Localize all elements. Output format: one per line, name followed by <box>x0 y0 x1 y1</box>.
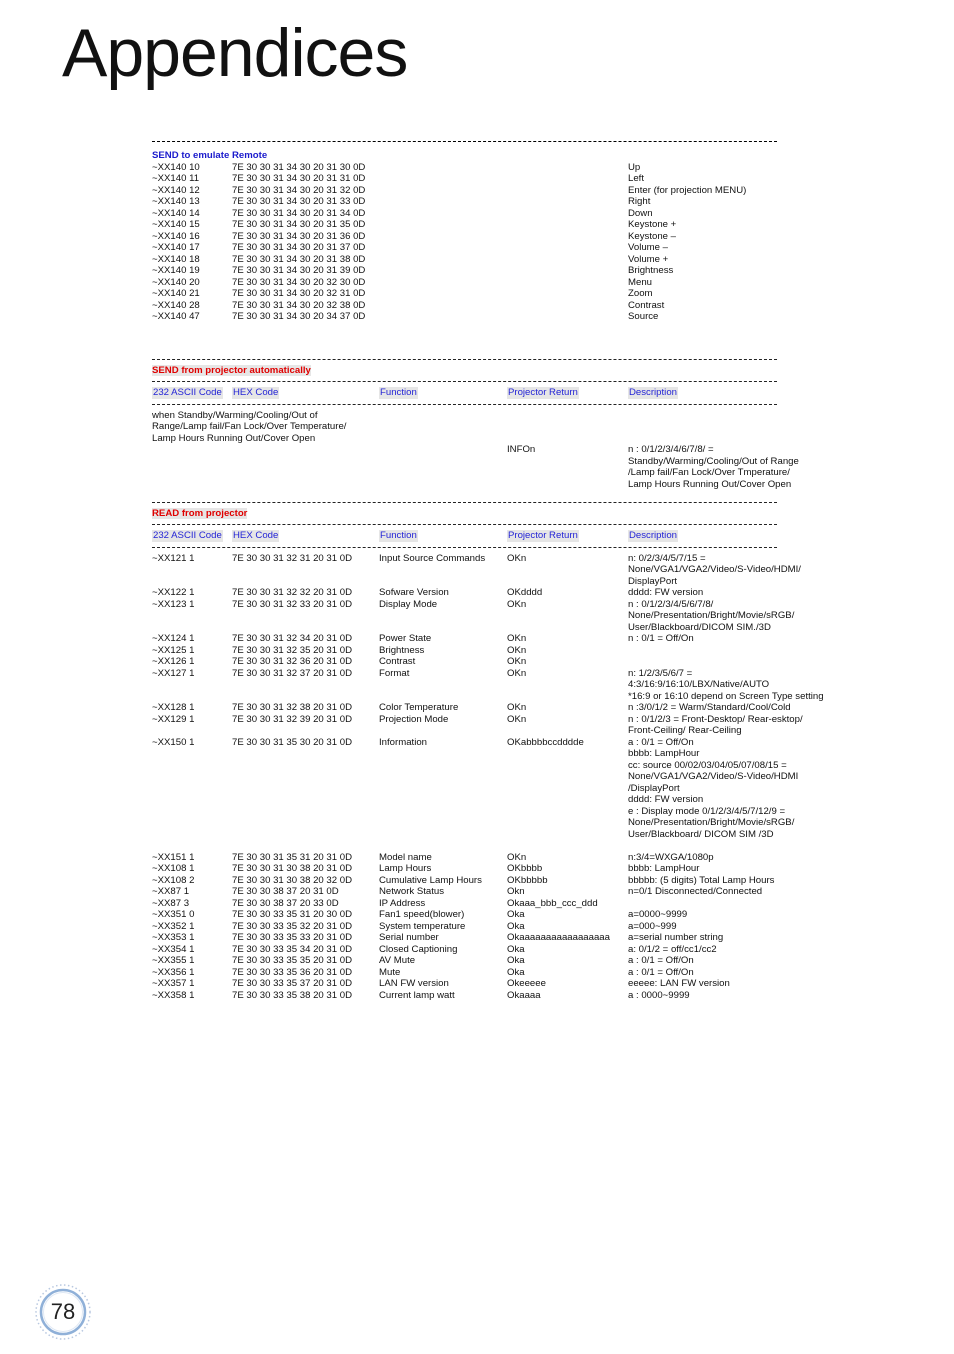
table-row <box>152 277 852 289</box>
command-code: ~XX108 1 <box>152 863 195 874</box>
hex-code: 7E 30 30 33 35 35 20 31 0D <box>232 955 353 966</box>
table-row <box>152 311 852 323</box>
table-row <box>152 599 852 634</box>
command-code: ~XX355 1 <box>152 955 195 966</box>
description-line: User/Blackboard/ DICOM SIM /3D <box>628 828 774 840</box>
table-row <box>152 702 852 714</box>
hex-code: 7E 30 30 33 35 36 20 31 0D <box>232 966 353 978</box>
description-line: a : 0/1 = Off/On <box>628 966 694 978</box>
projector-return: Oka <box>507 955 525 966</box>
hex-code: 7E 30 30 31 34 30 20 31 32 0D <box>232 184 366 196</box>
page-title: Appendices <box>62 15 408 91</box>
function: Display Mode <box>379 598 438 610</box>
table-row <box>152 714 852 737</box>
function: Closed Captioning <box>379 943 458 955</box>
description <box>628 737 798 841</box>
command-code: ~XX140 15 <box>152 219 200 230</box>
projector-return: Oka <box>507 943 525 955</box>
projector-return: Okaaaaaaaaaaaaaaaaa <box>507 932 610 943</box>
description-line: bbbb: LampHour <box>628 863 700 874</box>
description: Right <box>628 196 651 207</box>
function: Input Source Commands <box>379 552 486 564</box>
command-code: ~XX140 17 <box>152 242 200 253</box>
hex-code: 7E 30 30 31 34 30 20 31 39 0D <box>232 265 366 276</box>
description-line: n:3/4=WXGA/1080p <box>628 851 714 863</box>
description <box>628 909 687 921</box>
auto-return: INFOn <box>507 444 536 455</box>
divider <box>152 547 777 548</box>
table-row <box>152 288 852 300</box>
projector-return: OKbbbbb <box>507 874 548 886</box>
description-line: a : 0000~9999 <box>628 989 690 1001</box>
command-code: ~XX357 1 <box>152 978 195 989</box>
table-row <box>152 955 852 967</box>
function: AV Mute <box>379 955 416 966</box>
table-row <box>152 875 852 887</box>
function: Projection Mode <box>379 713 449 725</box>
divider <box>152 359 777 360</box>
hex-code: 7E 30 30 33 35 37 20 31 0D <box>232 978 353 989</box>
hex-code: 7E 30 30 33 35 32 20 31 0D <box>232 920 353 932</box>
hex-code: 7E 30 30 33 35 34 20 31 0D <box>232 943 353 955</box>
description-line: a : 0/1 = Off/On <box>628 955 694 966</box>
description: Menu <box>628 276 652 288</box>
hex-code: 7E 30 30 31 34 30 20 32 30 0D <box>232 276 366 288</box>
description-line: None/VGA1/VGA2/Video/S-Video/HDMI/ <box>628 564 801 575</box>
command-code: ~XX151 1 <box>152 851 195 863</box>
hex-code: 7E 30 30 31 34 30 20 31 30 0D <box>232 161 366 173</box>
divider <box>152 502 777 503</box>
hex-code: 7E 30 30 31 35 31 20 31 0D <box>232 851 353 863</box>
command-code: ~XX140 16 <box>152 230 200 242</box>
description-line: n : 0/1/2/3 = Front-Desktop/ Rear-esktop/ <box>628 713 803 725</box>
projector-return: OKn <box>507 644 527 656</box>
hex-code: 7E 30 30 31 34 30 20 32 38 0D <box>232 299 366 311</box>
hex-code: 7E 30 30 38 37 20 33 0D <box>232 897 339 909</box>
description <box>628 990 690 1002</box>
hex-code: 7E 30 30 31 34 30 20 31 35 0D <box>232 219 366 230</box>
description-line: dddd: FW version <box>628 794 704 805</box>
hex-code: 7E 30 30 33 35 31 20 30 0D <box>232 909 353 920</box>
divider <box>152 381 777 382</box>
projector-return: Okaaaa <box>507 989 541 1001</box>
hex-code: 7E 30 30 31 30 38 20 31 0D <box>232 863 353 874</box>
description <box>628 668 824 703</box>
command-code: ~XX122 1 <box>152 587 195 598</box>
command-code: ~XX123 1 <box>152 598 195 610</box>
function: Contrast <box>379 656 416 667</box>
description <box>628 886 762 898</box>
description-line: n : 0/1 = Off/On <box>628 633 694 644</box>
command-code: ~XX129 1 <box>152 713 195 725</box>
projector-return: Oka <box>507 909 525 920</box>
command-code: ~XX121 1 <box>152 552 195 564</box>
command-code: ~XX140 14 <box>152 207 200 219</box>
description-line: n: 0/2/3/4/5/7/15 = <box>628 552 706 564</box>
projector-return: Okn <box>507 886 525 897</box>
description <box>628 978 730 990</box>
hex-code: 7E 30 30 31 32 38 20 31 0D <box>232 702 353 713</box>
description: Source <box>628 311 659 322</box>
table-row <box>152 886 852 898</box>
projector-return: OKn <box>507 713 527 725</box>
table-row <box>152 898 852 910</box>
rs232-command-table <box>152 135 852 1001</box>
table-row <box>152 219 852 231</box>
command-code: ~XX351 0 <box>152 909 195 920</box>
description-line: n=0/1 Disconnected/Connected <box>628 886 763 897</box>
hex-code: 7E 30 30 31 34 30 20 31 38 0D <box>232 253 366 265</box>
description: Volume – <box>628 242 669 253</box>
command-code: ~XX127 1 <box>152 667 195 679</box>
description-line: /DisplayPort <box>628 782 680 794</box>
projector-return: Oka <box>507 966 525 978</box>
description-line: Front-Ceiling/ Rear-Ceiling <box>628 725 742 736</box>
description-line: DisplayPort <box>628 575 678 587</box>
hex-code: 7E 30 30 31 34 30 20 31 36 0D <box>232 230 366 242</box>
projector-return: OKn <box>507 633 527 644</box>
description <box>628 875 774 887</box>
description-line: a=serial number string <box>628 932 724 943</box>
command-code: ~XX353 1 <box>152 932 195 943</box>
description: Down <box>628 207 653 219</box>
divider <box>152 524 777 525</box>
description-line: a=0000~9999 <box>628 909 688 920</box>
command-code: ~XX356 1 <box>152 966 195 978</box>
table-row <box>152 921 852 933</box>
projector-return: OKbbbb <box>507 863 543 874</box>
table-row <box>152 645 852 657</box>
projector-return: Oka <box>507 920 525 932</box>
command-code: ~XX140 18 <box>152 253 200 265</box>
hex-code: 7E 30 30 31 34 30 20 31 34 0D <box>232 207 366 219</box>
function: Color Temperature <box>379 702 459 713</box>
function: Network Status <box>379 886 445 897</box>
description-line: None/Presentation/Bright/Movie/sRGB/ <box>628 610 795 621</box>
function: LAN FW version <box>379 978 449 989</box>
description <box>628 599 794 634</box>
command-code: ~XX124 1 <box>152 633 195 644</box>
function: Mute <box>379 966 401 978</box>
hex-code: 7E 30 30 33 35 38 20 31 0D <box>232 989 353 1001</box>
function: Sofware Version <box>379 587 449 598</box>
auto-description: n : 0/1/2/3/4/6/7/8/ = Standby/Warming/Cooling/Out of Range /Lamp fail/Fan Lock/Over Tmperature/ Lamp Hours Running Out/Cover Open <box>628 444 799 490</box>
function: Lamp Hours <box>379 863 432 874</box>
table-row <box>152 990 852 1002</box>
table-row <box>152 162 852 174</box>
function: Power State <box>379 633 432 644</box>
page-number-badge <box>34 1283 92 1341</box>
hex-code: 7E 30 30 31 30 38 20 32 0D <box>232 874 353 886</box>
description <box>628 587 703 599</box>
command-code: ~XX126 1 <box>152 656 195 667</box>
description <box>628 553 801 588</box>
projector-return: OKn <box>507 656 527 667</box>
description-line: a : 0/1 = Off/On <box>628 736 694 748</box>
hex-code: 7E 30 30 31 35 30 20 31 0D <box>232 736 353 748</box>
projector-return: OKn <box>507 702 527 713</box>
table-row <box>152 231 852 243</box>
table-header-read: 232 ASCII Code HEX Code Function Projector Return Description <box>153 530 677 541</box>
auto-section-heading: SEND from projector automatically <box>152 364 311 376</box>
table-row <box>152 863 852 875</box>
projector-return: Okeeeee <box>507 978 546 989</box>
read-section-heading: READ from projector <box>152 507 248 519</box>
hex-code: 7E 30 30 31 32 33 20 31 0D <box>232 598 353 610</box>
hex-code: 7E 30 30 38 37 20 31 0D <box>232 886 339 897</box>
hex-code: 7E 30 30 31 32 36 20 31 0D <box>232 656 353 667</box>
projector-return: OKn <box>507 851 527 863</box>
projector-return: Okaaa_bbb_ccc_ddd <box>507 897 598 909</box>
auto-condition: when Standby/Warming/Cooling/Out of Range/Lamp fail/Fan Lock/Over Temperature/ Lamp Hours Running Out/Cover Open <box>152 409 347 444</box>
table-row <box>152 656 852 668</box>
hex-code: 7E 30 30 31 32 34 20 31 0D <box>232 633 353 644</box>
description-line: eeeee: LAN FW version <box>628 978 730 989</box>
command-code: ~XX140 28 <box>152 299 200 311</box>
hex-code: 7E 30 30 31 34 30 20 31 31 0D <box>232 173 366 184</box>
remote-command-list <box>152 162 852 323</box>
description: Keystone – <box>628 230 677 242</box>
description-line: None/Presentation/Bright/Movie/sRGB/ <box>628 817 795 828</box>
table-row <box>152 254 852 266</box>
hex-code: 7E 30 30 31 34 30 20 34 37 0D <box>232 311 366 322</box>
description <box>628 633 694 645</box>
description: Up <box>628 161 641 173</box>
description: Keystone + <box>628 219 677 230</box>
hex-code: 7E 30 30 31 34 30 20 32 31 0D <box>232 288 366 299</box>
hex-code: 7E 30 30 33 35 33 20 31 0D <box>232 932 353 943</box>
function: System temperature <box>379 920 466 932</box>
description-line: n: 1/2/3/5/6/7 = <box>628 667 693 679</box>
command-code: ~XX125 1 <box>152 644 195 656</box>
command-code: ~XX150 1 <box>152 736 195 748</box>
function: Current lamp watt <box>379 989 455 1001</box>
page-number: 78 <box>50 1299 76 1324</box>
description <box>628 714 803 737</box>
table-header-auto: 232 ASCII Code HEX Code Function Projector Return Description <box>153 387 677 398</box>
table-row <box>152 909 852 921</box>
description-line: User/Blackboard/DICOM SIM./3D <box>628 621 771 633</box>
function: Information <box>379 736 427 748</box>
description <box>628 944 717 956</box>
command-code: ~XX352 1 <box>152 920 195 932</box>
auto-status-row <box>152 410 852 502</box>
table-row <box>152 553 852 588</box>
function: Fan1 speed(blower) <box>379 909 465 920</box>
remote-section-heading: SEND to emulate Remote <box>152 150 268 161</box>
description-line: dddd: FW version <box>628 587 704 598</box>
description-line: cc: source 00/02/03/04/05/07/08/15 = <box>628 759 787 771</box>
description-line: e : Display mode 0/1/2/3/4/5/7/12/9 = <box>628 805 786 817</box>
command-code: ~XX140 12 <box>152 184 200 196</box>
command-code: ~XX354 1 <box>152 943 195 955</box>
function: Cumulative Lamp Hours <box>379 874 482 886</box>
divider <box>152 404 777 405</box>
table-row <box>152 173 852 185</box>
description-line: 4:3/16:9/16:10/LBX/Native/AUTO <box>628 679 770 690</box>
command-code: ~XX128 1 <box>152 702 195 713</box>
hex-code: 7E 30 30 31 32 31 20 31 0D <box>232 552 353 564</box>
hex-code: 7E 30 30 31 34 30 20 31 37 0D <box>232 242 366 253</box>
description: Left <box>628 173 645 184</box>
divider <box>152 141 777 142</box>
command-code: ~XX140 21 <box>152 288 200 299</box>
read-command-list <box>152 553 852 1002</box>
hex-code: 7E 30 30 31 32 39 20 31 0D <box>232 713 353 725</box>
projector-return: OKn <box>507 667 527 679</box>
command-code: ~XX140 47 <box>152 311 200 322</box>
projector-return: OKn <box>507 552 527 564</box>
description <box>628 852 714 864</box>
table-row <box>152 967 852 979</box>
hex-code: 7E 30 30 31 32 32 20 31 0D <box>232 587 353 598</box>
function: Format <box>379 667 410 679</box>
function: Serial number <box>379 932 439 943</box>
description-line: a: 0/1/2 = off/cc1/cc2 <box>628 943 717 955</box>
table-row <box>152 587 852 599</box>
description: Contrast <box>628 299 665 311</box>
description-line: n :3/0/1/2 = Warm/Standard/Cool/Cold <box>628 702 791 713</box>
command-code: ~XX87 3 <box>152 897 190 909</box>
command-code: ~XX140 19 <box>152 265 200 276</box>
table-row <box>152 208 852 220</box>
description <box>628 932 723 944</box>
command-code: ~XX140 11 <box>152 173 200 184</box>
description: Brightness <box>628 265 674 276</box>
description: Enter (for projection MENU) <box>628 184 747 196</box>
table-row <box>152 265 852 277</box>
description-line: bbbbb: (5 digits) Total Lamp Hours <box>628 874 775 886</box>
table-row <box>152 737 852 852</box>
table-row <box>152 242 852 254</box>
description-line: None/VGA1/VGA2/Video/S-Video/HDMI <box>628 771 799 782</box>
hex-code: 7E 30 30 31 32 35 20 31 0D <box>232 644 353 656</box>
function: Brightness <box>379 644 425 656</box>
projector-return: OKn <box>507 598 527 610</box>
description <box>628 967 694 979</box>
description <box>628 921 677 933</box>
hex-code: 7E 30 30 31 32 37 20 31 0D <box>232 667 353 679</box>
description <box>628 702 791 714</box>
table-row <box>152 944 852 956</box>
table-row <box>152 196 852 208</box>
description <box>628 955 694 967</box>
command-code: ~XX140 10 <box>152 161 200 173</box>
table-row <box>152 932 852 944</box>
table-row <box>152 300 852 312</box>
table-row <box>152 633 852 645</box>
command-code: ~XX358 1 <box>152 989 195 1001</box>
description: Zoom <box>628 288 653 299</box>
command-code: ~XX140 13 <box>152 196 200 207</box>
table-row <box>152 978 852 990</box>
table-row <box>152 185 852 197</box>
projector-return: OKdddd <box>507 587 543 598</box>
command-code: ~XX108 2 <box>152 874 195 886</box>
projector-return: OKabbbbccdddde <box>507 736 584 748</box>
command-code: ~XX87 1 <box>152 886 190 897</box>
description-line: n : 0/1/2/3/4/5/6/7/8/ <box>628 598 714 610</box>
table-row <box>152 668 852 703</box>
hex-code: 7E 30 30 31 34 30 20 31 33 0D <box>232 196 366 207</box>
description-line: a=000~999 <box>628 920 677 932</box>
description-line: *16:9 or 16:10 depend on Screen Type setting <box>628 690 824 702</box>
function: IP Address <box>379 897 426 909</box>
description: Volume + <box>628 253 669 265</box>
function: Model name <box>379 851 432 863</box>
table-row <box>152 852 852 864</box>
description <box>628 863 699 875</box>
description-line: bbbb: LampHour <box>628 748 700 759</box>
command-code: ~XX140 20 <box>152 276 200 288</box>
